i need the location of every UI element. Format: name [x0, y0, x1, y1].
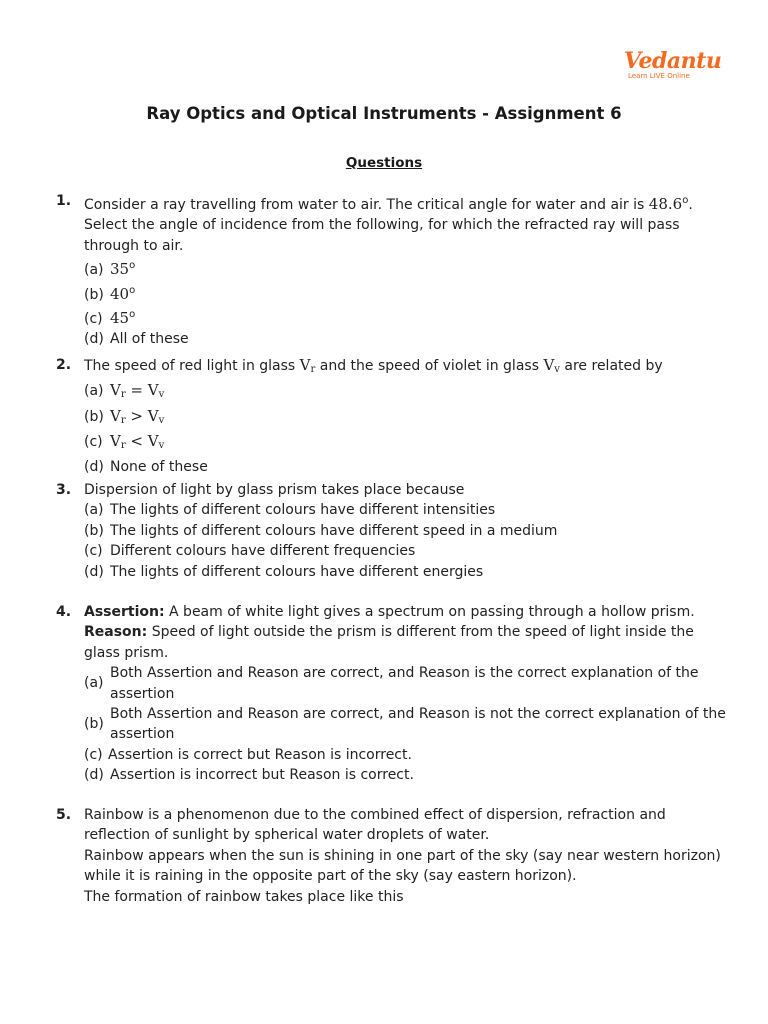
reason-text: Reason: Speed of light outside the prism is different from the speed of light inside the glass prism.: [84, 624, 694, 661]
question-5: [56, 805, 726, 907]
paragraph-1: Rainbow is a phenomenon due to the combined effect of dispersion, refraction and reflection of sunlight by spherical water droplets of water.: [84, 807, 666, 844]
question-number: 5.: [56, 807, 72, 823]
option-c: (c) Different colours have different frequencies: [84, 543, 416, 560]
question-3: [56, 480, 726, 582]
option-b: (b) 40$^o$: [84, 284, 136, 303]
option-a: (a) Both Assertion and Reason are correct, and Reason is the correct explanation of the assertion: [84, 665, 699, 702]
question-2: [56, 355, 726, 477]
vedantu-logo: [624, 48, 722, 90]
option-a: (a) The lights of different colours have different intensities: [84, 502, 496, 519]
question-number: 1.: [56, 193, 72, 209]
question-1: [56, 191, 726, 350]
assertion-text: Assertion: A beam of white light gives a spectrum on passing through a hollow prism.: [84, 604, 695, 620]
question-4: [56, 602, 726, 786]
logo-brand: Vedantu: [624, 48, 722, 74]
paragraph-3: The formation of rainbow takes place like this: [84, 888, 404, 905]
section-heading: Questions: [345, 155, 423, 171]
page-title: Ray Optics and Optical Instruments - Assignment 6: [146, 104, 622, 123]
option-c: (c) 45$^o$: [84, 309, 136, 328]
question-text: Dispersion of light by glass prism takes place because: [84, 482, 465, 498]
option-c: (c) Assertion is correct but Reason is incorrect.: [84, 746, 412, 763]
option-c: (c) $V_r < V_v$: [84, 432, 165, 452]
option-a: (a) 35$^o$: [84, 260, 136, 279]
option-b: (b) $V_r > V_v$: [84, 406, 165, 426]
option-d: (d) Assertion is incorrect but Reason is correct.: [84, 767, 414, 784]
question-number: 2.: [56, 357, 72, 373]
option-d: (d) All of these: [84, 331, 189, 348]
question-number: 4.: [56, 604, 72, 620]
option-d: (d) None of these: [84, 458, 208, 475]
question-number: 3.: [56, 482, 72, 498]
option-a: (a) $V_r = V_v$: [84, 381, 165, 401]
logo-tagline: Learn LIVE Online: [628, 72, 690, 80]
option-b: (b) The lights of different colours have different speed in a medium: [84, 522, 558, 539]
option-d: (d) The lights of different colours have different energies: [84, 563, 484, 580]
question-text: Consider a ray travelling from water to air. The critical angle for water and air is 48.6$^o$. Select the angle of incidence from the following, for which the refracted ray will pass through to air.: [84, 195, 693, 254]
option-b: (b) Both Assertion and Reason are correct, and Reason is not the correct explanation of the assertion: [84, 706, 726, 743]
paragraph-2: Rainbow appears when the sun is shining in one part of the sky (say near western horizon) while it is raining in the opposite part of the sky (say eastern horizon).: [84, 847, 721, 885]
question-text: The speed of red light in glass $V_r$ and the speed of violet in glass $V_v$ are related by: [84, 356, 663, 375]
